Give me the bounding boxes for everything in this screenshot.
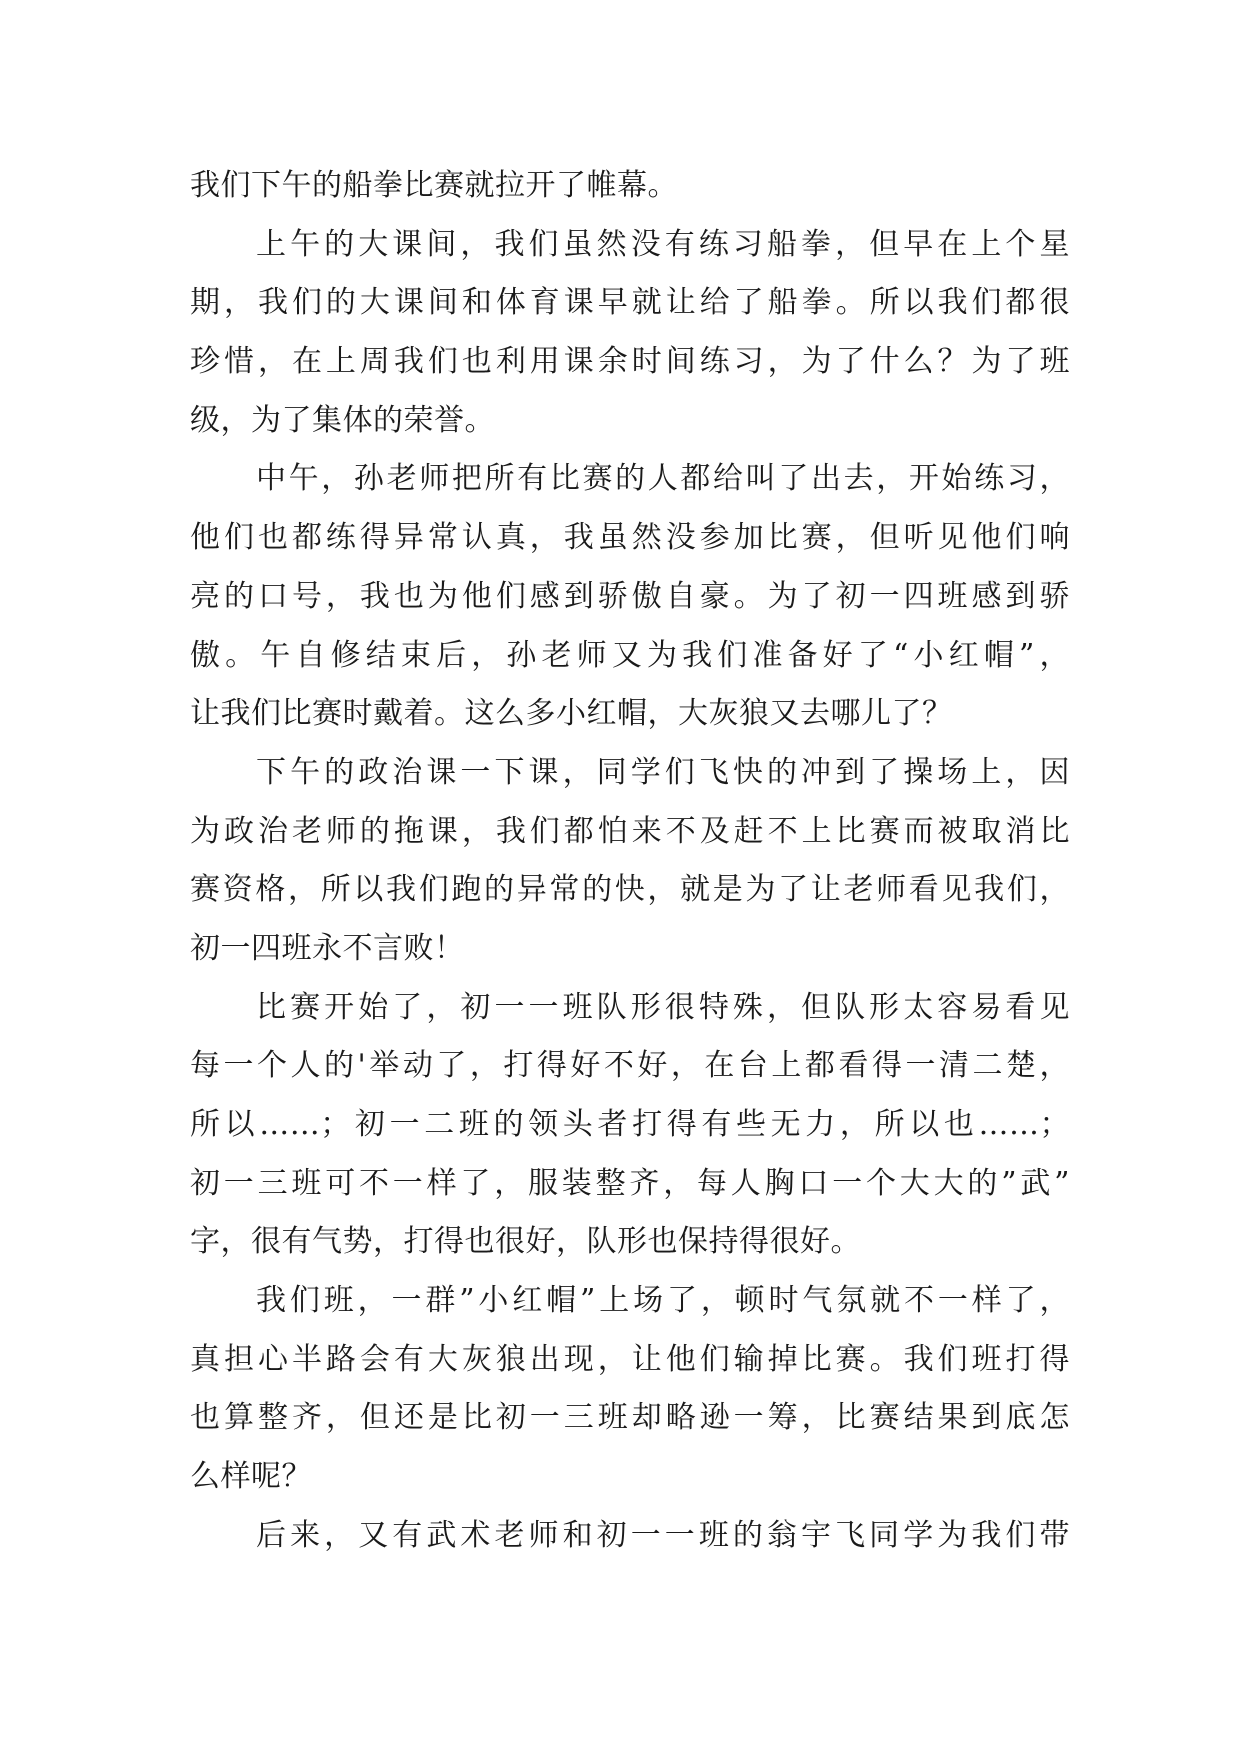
text-line: 么样呢？ <box>190 1459 312 1495</box>
text-line: 初一四班永不言败！ <box>190 930 465 966</box>
text-line: 期，我们的大课间和体育课早就让给了船拳。所以我们都很 <box>190 285 1070 321</box>
text-line: 亮的口号，我也为他们感到骄傲自豪。为了初一四班感到骄 <box>190 578 1070 614</box>
text-line: 傲。午自修结束后，孙老师又为我们准备好了“小红帽”， <box>190 637 1070 673</box>
text-line: 让我们比赛时戴着。这么多小红帽，大灰狼又去哪儿了？ <box>190 696 953 732</box>
text-line: 我们班，一群”小红帽”上场了，顿时气氛就不一样了， <box>256 1283 1070 1319</box>
text-line: 级，为了集体的荣誉。 <box>190 402 495 438</box>
text-line: 每一个人的'举动了，打得好不好，在台上都看得一清二楚， <box>190 1048 1070 1084</box>
text-line: 我们下午的船拳比赛就拉开了帷幕。 <box>190 168 678 203</box>
text-line: 珍惜，在上周我们也利用课余时间练习，为了什么？为了班 <box>190 344 1070 380</box>
text-line: 为政治老师的拖课，我们都怕来不及赶不上比赛而被取消比 <box>190 813 1070 849</box>
document-body <box>190 157 1070 1566</box>
text-line: 赛资格，所以我们跑的异常的快，就是为了让老师看见我们， <box>190 872 1070 908</box>
text-line: 所以……；初一二班的领头者打得有些无力，所以也……； <box>190 1107 1070 1142</box>
text-line: 他们也都练得异常认真，我虽然没参加比赛，但听见他们响 <box>190 520 1070 556</box>
text-line: 真担心半路会有大灰狼出现，让他们输掉比赛。我们班打得 <box>190 1341 1070 1377</box>
text-line: 上午的大课间，我们虽然没有练习船拳，但早在上个星 <box>256 226 1070 262</box>
text-line: 后来，又有武术老师和初一一班的翁宇飞同学为我们带 <box>256 1517 1070 1553</box>
text-line: 字，很有气势，打得也很好，队形也保持得很好。 <box>190 1224 861 1260</box>
text-line: 也算整齐，但还是比初一三班却略逊一筹，比赛结果到底怎 <box>190 1400 1070 1436</box>
text-line: 初一三班可不一样了，服装整齐，每人胸口一个大大的”武” <box>190 1165 1070 1201</box>
text-line: 比赛开始了，初一一班队形很特殊，但队形太容易看见 <box>256 989 1070 1025</box>
text-line: 下午的政治课一下课，同学们飞快的冲到了操场上，因 <box>256 754 1070 790</box>
text-line: 中午，孙老师把所有比赛的人都给叫了出去，开始练习， <box>256 461 1070 497</box>
